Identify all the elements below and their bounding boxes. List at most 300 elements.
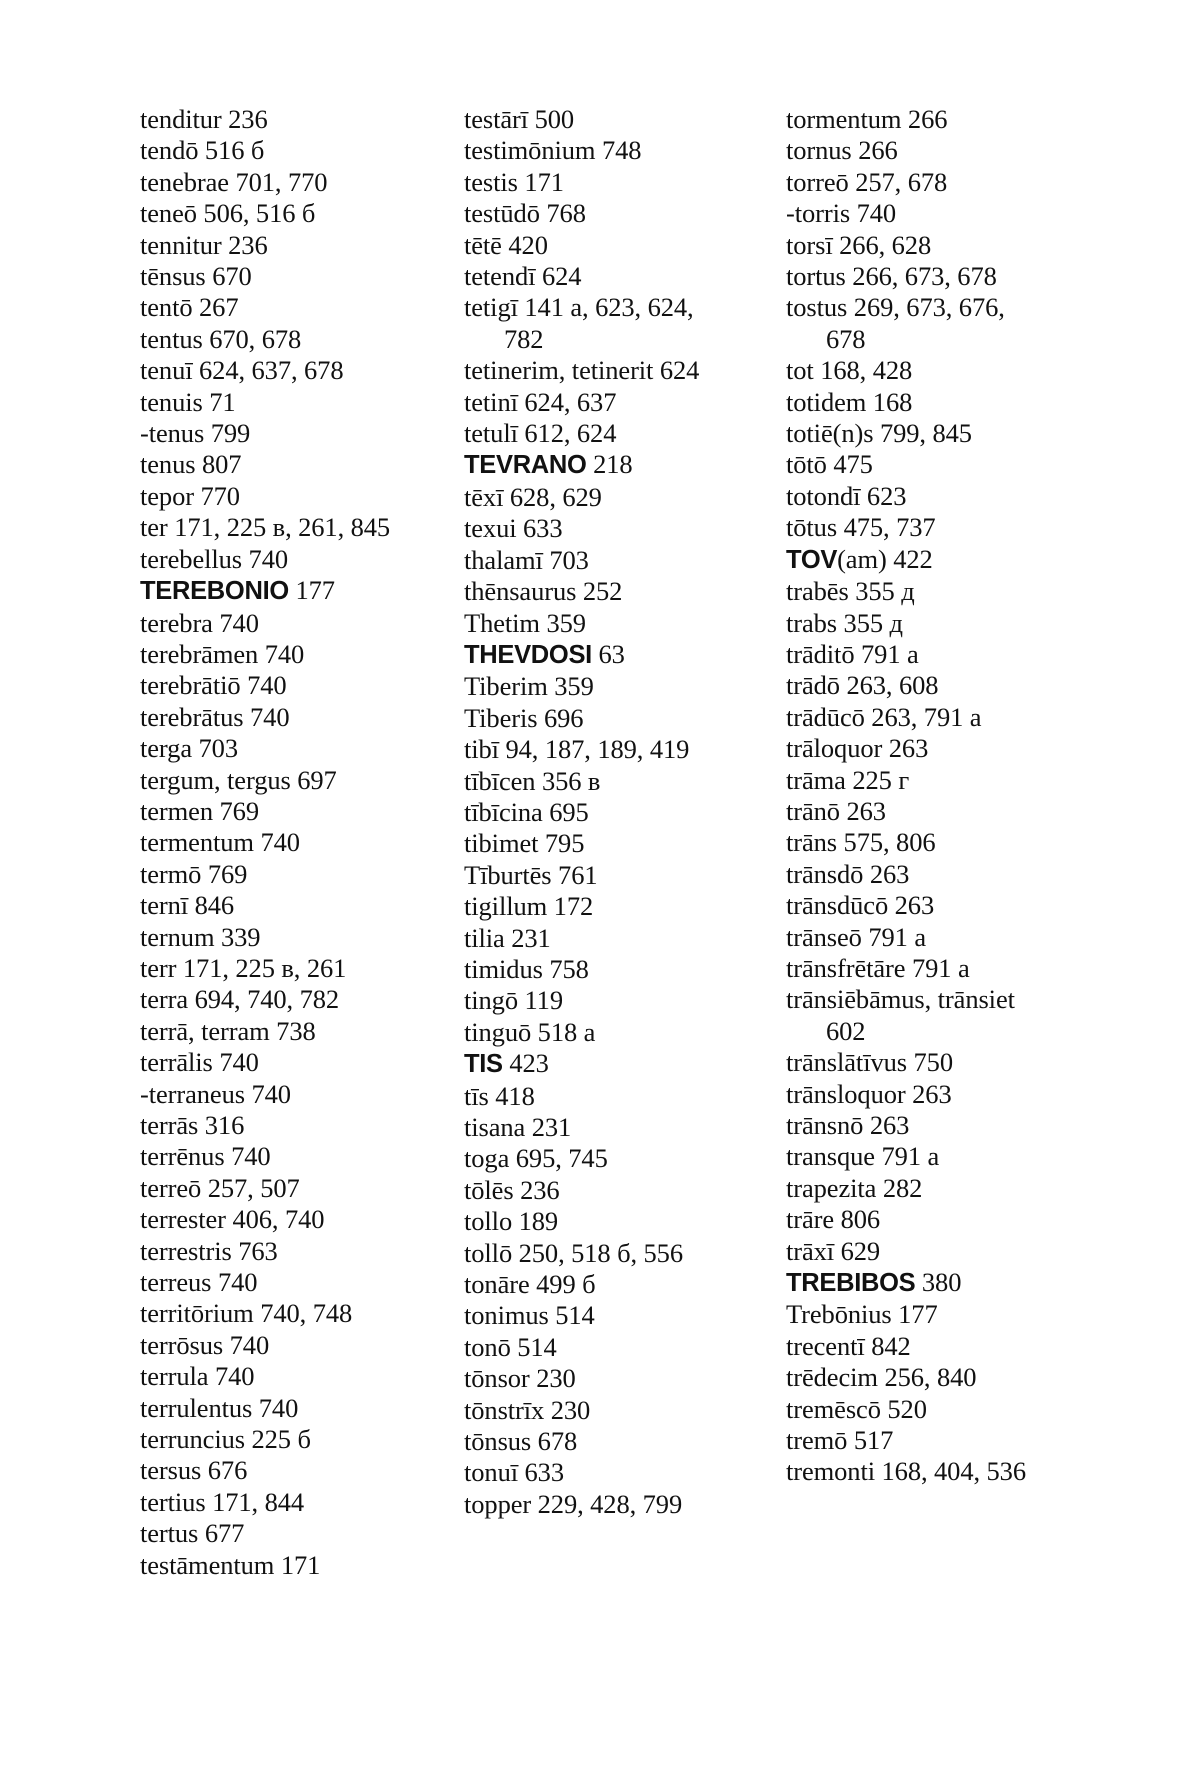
headword: trecentī: [786, 1330, 865, 1361]
headword: tonimus: [464, 1300, 549, 1331]
inscription-headword: THEVDOSI: [464, 640, 592, 669]
section-references: 94, 187, 189, 419: [505, 734, 690, 765]
section-references: 225 б: [251, 1424, 311, 1455]
section-references: 316: [204, 1110, 245, 1140]
index-entry: [464, 104, 774, 135]
headword: trabēs: [786, 576, 849, 607]
section-references: 266, 673, 678: [852, 261, 997, 292]
section-references: 807: [201, 449, 242, 480]
section-references: 418: [495, 1080, 535, 1111]
section-references: 257, 507: [207, 1172, 300, 1203]
index-entry: [464, 923, 774, 954]
index-entry: [464, 639, 774, 671]
section-references: 518 a: [537, 1016, 596, 1047]
headword: terrestris: [140, 1235, 232, 1266]
section-references: 703: [549, 544, 589, 575]
section-references: 799: [210, 418, 251, 449]
headword: tremonti: [786, 1456, 875, 1487]
section-references: 520: [887, 1393, 927, 1424]
headword: ter: [140, 512, 168, 543]
index-entry: [464, 671, 774, 702]
headword: tōlēs: [464, 1174, 514, 1205]
index-entry: [786, 261, 1106, 292]
index-entry: [786, 1267, 1106, 1299]
headword: terrester: [140, 1204, 226, 1235]
headword: tisana: [464, 1112, 526, 1142]
index-entry: [464, 1081, 774, 1112]
index-entry: [140, 167, 450, 198]
section-references: 740: [258, 1392, 299, 1423]
index-entry: [786, 702, 1106, 733]
index-entry: [464, 198, 774, 229]
section-references: 263: [846, 795, 886, 826]
index-entry: [140, 1518, 450, 1549]
section-references: 230: [550, 1394, 591, 1425]
section-references: 500: [534, 104, 575, 134]
headword: tonō: [464, 1331, 511, 1362]
headword: trāns: [786, 827, 838, 858]
section-references: 768: [546, 198, 586, 229]
index-entry: [140, 702, 450, 733]
index-entry: [140, 1455, 450, 1486]
section-references: 782: [504, 323, 544, 354]
headword: tetinerim, tetinerit: [464, 355, 654, 386]
index-entry: [464, 734, 774, 765]
headword: tepor: [140, 480, 194, 511]
headword: tingō: [464, 985, 518, 1016]
headword: testimōnium: [464, 135, 596, 166]
section-references: 171: [524, 166, 564, 197]
headword: Tiberis: [464, 702, 538, 733]
index-column-1: [140, 104, 450, 1581]
headword: tigillum: [464, 891, 548, 922]
index-entry: [464, 1112, 774, 1143]
index-entry: [464, 1017, 774, 1048]
section-references: 624: [541, 261, 582, 292]
index-entry: [786, 576, 1106, 607]
headword: tetigī: [464, 292, 518, 323]
headword: terra: [140, 984, 189, 1015]
headword: terrā, terram: [140, 1015, 270, 1046]
headword: Tiberim: [464, 671, 548, 702]
section-references: 677: [204, 1518, 245, 1549]
section-references: 269, 673, 676,: [853, 292, 1005, 323]
index-entry: [464, 1457, 774, 1488]
headword: texui: [464, 513, 517, 544]
index-entry: [464, 482, 774, 513]
headword: topper: [464, 1488, 532, 1519]
index-entry: [464, 135, 774, 166]
section-references: 171, 844: [212, 1486, 305, 1517]
section-references: 406, 740: [232, 1204, 325, 1235]
index-entry: [786, 418, 1106, 449]
section-references: 282: [882, 1172, 923, 1203]
index-entry: [464, 1269, 774, 1300]
index-entry: [140, 1298, 450, 1329]
index-entry: [140, 639, 450, 670]
section-references: 624: [659, 355, 700, 386]
section-references: 791 a: [911, 952, 970, 983]
index-entry: [140, 1204, 450, 1235]
section-references: 740: [856, 198, 897, 229]
index-entry: [140, 1361, 450, 1392]
section-references: 842: [871, 1330, 911, 1361]
section-references: 612, 624: [524, 418, 617, 449]
headword: testūdō: [464, 198, 540, 229]
headword: trapezita: [786, 1172, 877, 1203]
index-entry: [140, 324, 450, 355]
index-entry: [786, 1236, 1106, 1267]
index-entry: [786, 230, 1106, 261]
section-references: 263, 791 a: [871, 701, 982, 732]
headword: tōnsus: [464, 1426, 532, 1457]
section-references: 506, 516 б: [203, 198, 316, 229]
section-references: 750: [913, 1047, 953, 1078]
index-entry: [464, 545, 774, 576]
inscription-headword: TEREBONIO: [140, 577, 289, 606]
index-entry: [786, 1425, 1106, 1456]
index-entry: [140, 292, 450, 323]
headword: tēnsus: [140, 261, 206, 292]
index-entry: [786, 670, 1106, 701]
headword: tibī: [464, 734, 499, 765]
headword: -terraneus: [140, 1078, 245, 1109]
headword: terrēnus: [140, 1141, 225, 1172]
section-references: 740: [231, 1141, 271, 1172]
inscription-headword: TIS: [464, 1050, 503, 1079]
index-entry: [140, 859, 450, 890]
section-references: 846: [194, 890, 235, 921]
section-references: 339: [221, 921, 261, 952]
section-references: 678: [826, 323, 866, 354]
section-references: 218: [593, 449, 633, 480]
section-references: 740: [214, 1361, 255, 1392]
index-entry: [464, 387, 774, 418]
headword: trāditō: [786, 638, 855, 669]
headword: thalamī: [464, 544, 543, 575]
section-references: 141 a, 623, 624,: [524, 292, 694, 323]
section-references: 791 a: [881, 1141, 940, 1172]
index-entry: [786, 922, 1106, 953]
section-references: 263: [888, 733, 929, 764]
index-entry: [140, 135, 450, 166]
index-entry: [786, 135, 1106, 166]
section-references: 236: [228, 229, 268, 260]
headword: tormentum: [786, 104, 902, 134]
section-references: 701, 770: [235, 166, 328, 197]
headword: terga: [140, 733, 192, 764]
section-references: 738: [276, 1015, 316, 1046]
headword: totidem: [786, 386, 867, 417]
section-references: 475, 737: [843, 512, 936, 543]
index-entry: [786, 1173, 1106, 1204]
headword-suffix: (am): [837, 543, 887, 574]
section-references: 748: [601, 135, 642, 166]
section-references: 71: [209, 386, 236, 417]
headword: -tenus: [140, 418, 205, 449]
index-entry: [786, 292, 1106, 323]
index-entry: [140, 765, 450, 796]
headword: tetinī: [464, 386, 518, 417]
headword: trādūcō: [786, 701, 865, 732]
headword: tōtō: [786, 449, 827, 480]
headword: trāxī: [786, 1235, 835, 1266]
index-entry: [786, 481, 1106, 512]
index-entry-continuation: [786, 324, 1106, 355]
index-entry: [140, 198, 450, 229]
section-references: 236: [520, 1174, 560, 1205]
section-references: 229, 428, 799: [537, 1488, 683, 1519]
index-entry: [786, 1456, 1106, 1487]
headword: teneō: [140, 198, 197, 229]
index-entry: [464, 355, 774, 386]
index-entry: [140, 1550, 450, 1581]
headword: tendō: [140, 135, 199, 166]
index-entry: [464, 797, 774, 828]
section-references: 740: [247, 670, 287, 701]
section-references: 499 б: [536, 1269, 596, 1300]
section-references: 696: [543, 702, 584, 733]
index-entry: [786, 544, 1106, 576]
inscription-headword: TREBIBOS: [786, 1269, 916, 1298]
headword: trāloquor: [786, 733, 883, 764]
section-references: 624, 637: [524, 386, 617, 417]
section-references: 623: [866, 480, 907, 511]
index-entry: [140, 387, 450, 418]
index-entry: [140, 230, 450, 261]
headword: tenditur: [140, 104, 222, 134]
index-entry: [464, 292, 774, 323]
headword: termō: [140, 858, 202, 889]
section-references: 740, 748: [260, 1298, 353, 1329]
section-references: 740: [264, 638, 305, 669]
index-entry: [786, 198, 1106, 229]
index-entry: [786, 733, 1106, 764]
headword: terebellus: [140, 543, 243, 574]
index-entry-continuation: [464, 324, 774, 355]
section-references: 633: [524, 1457, 564, 1488]
headword: trānō: [786, 795, 840, 826]
headword: Thetim: [464, 607, 540, 638]
headword: terrōsus: [140, 1329, 224, 1360]
headword: tenuis: [140, 386, 203, 417]
headword: termen: [140, 795, 213, 826]
section-references: 231: [511, 922, 551, 953]
index-entry: [140, 1016, 450, 1047]
headword: ternī: [140, 890, 189, 921]
section-references: 695: [549, 796, 589, 827]
index-entry: [786, 1141, 1106, 1172]
section-references: 356 в: [541, 765, 601, 796]
headword: trabs: [786, 607, 838, 638]
headword: tornus: [786, 135, 852, 166]
index-entry: [464, 418, 774, 449]
headword: tibimet: [464, 828, 539, 859]
index-entry-continuation: [786, 1016, 1106, 1047]
section-references: 63: [598, 638, 625, 669]
index-entry: [464, 1175, 774, 1206]
index-entry: [140, 544, 450, 575]
headword: tortus: [786, 261, 846, 292]
headword: tersus: [140, 1455, 202, 1486]
headword: terrās: [140, 1110, 199, 1140]
section-references: 359: [554, 671, 594, 702]
index-entry: [140, 827, 450, 858]
section-references: 266, 628: [839, 229, 932, 260]
index-entry: [464, 1332, 774, 1363]
headword: terreus: [140, 1267, 212, 1298]
headword: tinguō: [464, 1016, 532, 1047]
headword: tōnsor: [464, 1363, 530, 1394]
section-references: 514: [555, 1300, 595, 1331]
index-entry: [786, 512, 1106, 543]
headword: trānsdūcō: [786, 890, 889, 921]
headword: terrālis: [140, 1047, 213, 1078]
section-references: 475: [833, 449, 873, 480]
headword: trānsfrētāre: [786, 952, 906, 983]
index-entry: [140, 984, 450, 1015]
headword: tennitur: [140, 229, 222, 260]
section-references: 189: [518, 1206, 559, 1237]
section-references: 225 г: [852, 764, 910, 795]
index-entry: [140, 1236, 450, 1267]
section-references: 256, 840: [884, 1362, 977, 1393]
section-references: 423: [509, 1048, 549, 1079]
index-entry: [140, 1110, 450, 1141]
index-entry: [464, 230, 774, 261]
headword: tetulī: [464, 418, 518, 449]
section-references: 740: [219, 1047, 259, 1078]
section-references: 257, 678: [855, 166, 948, 197]
index-entry: [786, 859, 1106, 890]
index-entry: [140, 261, 450, 292]
section-references: 231: [531, 1112, 572, 1142]
headword: Trebōnius: [786, 1299, 892, 1330]
index-entry: [464, 576, 774, 607]
section-references: 670: [212, 261, 252, 292]
section-references: 359: [546, 607, 586, 638]
index-entry: [786, 639, 1106, 670]
index-entry: [464, 1238, 774, 1269]
headword: torsī: [786, 229, 833, 260]
index-entry: [786, 1331, 1106, 1362]
headword: terebrāmen: [140, 638, 259, 669]
index-entry: [140, 1079, 450, 1110]
headword: tetendī: [464, 261, 536, 292]
index-entry: [140, 1393, 450, 1424]
index-entry: [464, 1395, 774, 1426]
index-entry: [140, 670, 450, 701]
index-entry: [786, 1394, 1106, 1425]
section-references: 177: [295, 575, 335, 606]
section-references: 263: [912, 1078, 952, 1109]
index-entry: [140, 512, 450, 543]
headword: tollō: [464, 1237, 513, 1268]
index-entry: [786, 796, 1106, 827]
index-entry: [464, 766, 774, 797]
section-references: 799, 845: [879, 418, 972, 449]
section-references: 633: [523, 513, 563, 544]
section-references: 740: [248, 543, 288, 574]
index-entry: [140, 608, 450, 639]
index-entry: [786, 387, 1106, 418]
headword: tōnstrīx: [464, 1394, 545, 1425]
index-entry: [786, 608, 1106, 639]
index-entry: [786, 1047, 1106, 1078]
index-entry: [140, 104, 450, 135]
index-entry: [140, 953, 450, 984]
section-references: 267: [199, 292, 239, 323]
index-entry: [464, 1206, 774, 1237]
section-references: 230: [536, 1363, 576, 1394]
index-entry: [464, 261, 774, 292]
headword: Tīburtēs: [464, 859, 552, 890]
index-entry: [786, 449, 1106, 480]
inscription-headword: TOV: [786, 545, 838, 574]
index-entry: [140, 1173, 450, 1204]
headword: tonāre: [464, 1269, 530, 1300]
inscription-headword: TEVRANO: [464, 451, 587, 480]
index-entry: [786, 953, 1106, 984]
headword: testis: [464, 166, 518, 197]
index-entry: [786, 827, 1106, 858]
headword: tenebrae: [140, 166, 229, 197]
index-entry: [140, 1330, 450, 1361]
index-entry: [140, 355, 450, 386]
section-references: 761: [558, 859, 598, 890]
headword: tēxī: [464, 481, 504, 512]
index-entry: [140, 418, 450, 449]
section-references: 740: [250, 701, 290, 732]
headword: terreō: [140, 1172, 202, 1203]
headword: transque: [786, 1141, 875, 1172]
headword: timidus: [464, 953, 543, 984]
section-references: 575, 806: [843, 827, 936, 858]
section-references: 263: [869, 858, 910, 889]
headword: trānsiēbāmus, trānsiet: [786, 984, 1015, 1015]
section-references: 763: [238, 1235, 278, 1266]
section-references: 740: [229, 1329, 270, 1360]
index-entry: [464, 1363, 774, 1394]
index-entry: [786, 1299, 1106, 1330]
index-entry: [140, 449, 450, 480]
section-references: 740: [217, 1267, 258, 1298]
section-references: 266: [858, 135, 898, 166]
index-entry: [786, 1362, 1106, 1393]
headword: tonuī: [464, 1457, 518, 1488]
section-references: 769: [207, 858, 248, 889]
headword: tentus: [140, 323, 203, 354]
section-references: 678: [537, 1426, 578, 1457]
index-entry: [464, 1300, 774, 1331]
headword: tenuī: [140, 355, 193, 386]
headword: trānsloquor: [786, 1078, 906, 1109]
section-references: 252: [582, 576, 623, 607]
section-references: 422: [893, 543, 933, 574]
section-references: 758: [549, 953, 589, 984]
headword: totiē(n)s: [786, 418, 874, 449]
headword: tostus: [786, 292, 848, 323]
index-entry: [140, 481, 450, 512]
section-references: 355 д: [855, 576, 915, 607]
headword: termentum: [140, 827, 254, 858]
section-references: 172: [553, 891, 594, 922]
section-references: 602: [826, 1015, 866, 1046]
headword: tībīcina: [464, 796, 543, 827]
headword: thēnsaurus: [464, 576, 577, 607]
section-references: 420: [508, 229, 548, 260]
section-references: 266: [907, 104, 948, 134]
